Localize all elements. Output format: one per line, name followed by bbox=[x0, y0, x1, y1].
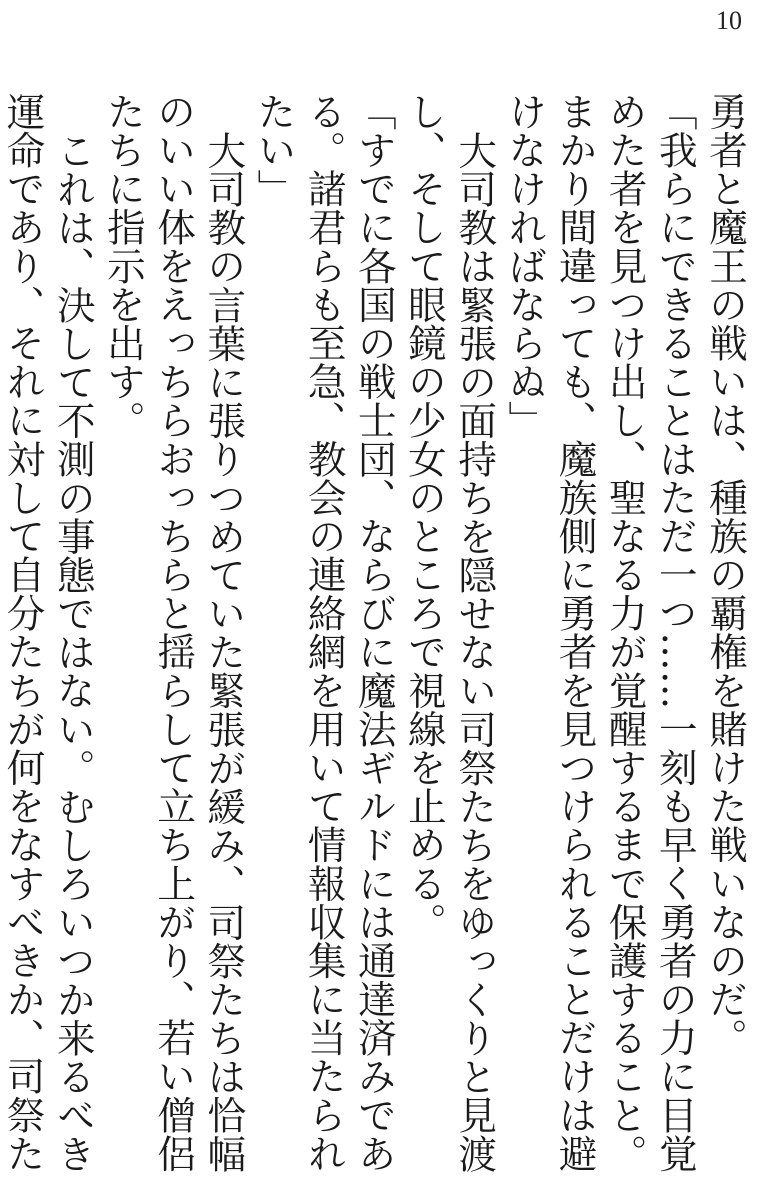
paragraph: これは、決して不測の事態ではない。むしろいつか来るべき運命であり、それに対して自分たちが何をなすべきか、司祭た bbox=[0, 92, 96, 1173]
paragraph: 勇者と魔王の戦いは、種族の覇権を賭けた戦いなのだ。 bbox=[703, 92, 748, 1057]
paragraph: 大司教の言葉に張りつめていた緊張が緩み、司祭たちは恰幅のいい体をえっちらおっちらと揺らして立ち上がり、若い僧侶たちに指示を出す。 bbox=[100, 92, 247, 1173]
paragraph: 「すでに各国の戦士団、ならびに魔法ギルドには通達済みである。諸君らも至急、教会の連絡網を用いて情報収集に当たられたい」 bbox=[251, 92, 397, 1173]
paragraph: 大司教は緊張の面持ちを隠せない司祭たちをゆっくりと見渡し、そして眼鏡の少女のところで視線を止める。 bbox=[401, 92, 498, 1173]
novel-body-text bbox=[0, 92, 750, 1184]
page-number: 10 bbox=[716, 6, 742, 35]
paragraph: 「我らにできることはただ一つ……一刻も早く勇者の力に目覚めた者を見つけ出し、聖なる力が覚醒するまで保護すること。まかり間違っても、魔族側に勇者を見つけられることだけは避けなければならぬ」 bbox=[502, 92, 698, 1173]
